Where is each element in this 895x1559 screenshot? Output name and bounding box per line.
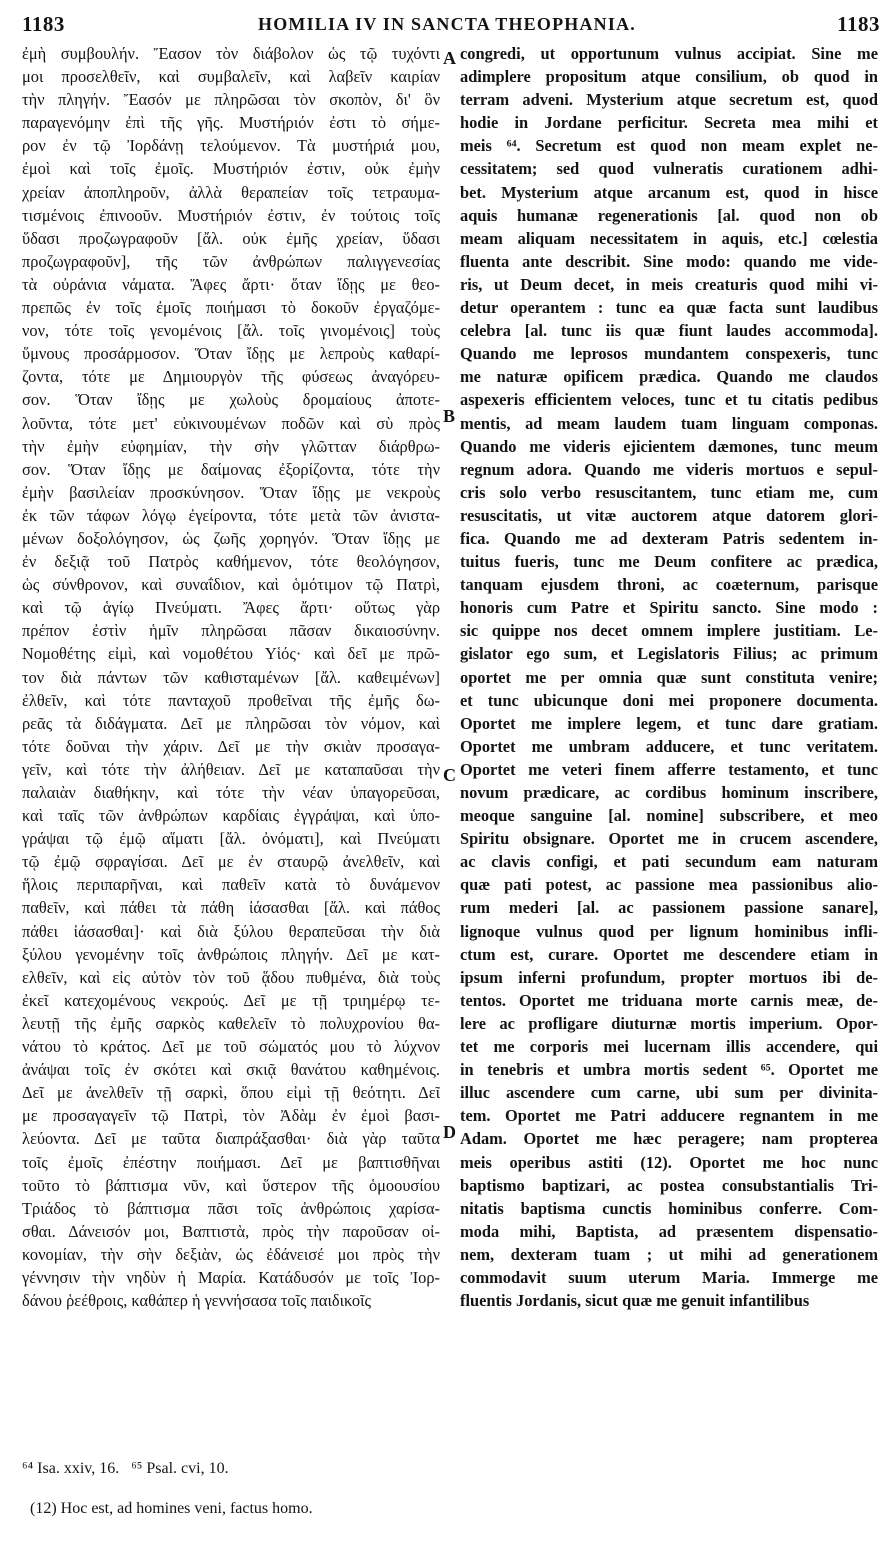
greek-text-line: τον διὰ πάντων τῶν καθισταμένων [ἄλ. καθειμένων] [22,667,440,687]
greek-text-line: Δεῖ με ἀνελθεῖν τῇ σαρκὶ, ὅπου εἰμὶ τῇ θεότητι. Δεῖ [22,1083,440,1103]
latin-text-line: ris, ut Deum decet, in meis creaturis quod mihi vi- [460,274,878,294]
greek-text-line: ἐμὴ συμβουλήν. Ἔασον τὸν διάβολον ὡς τῷ τυχόντι [22,44,440,63]
latin-text-line: nem, dexteram tuam ; ut mihi ad generationem [460,1244,878,1264]
greek-text-line: ὕδασι προζωγραφοῦν [ἄλ. οὐκ ἐμῆς χρείαν, ὕδασι [22,228,440,248]
latin-text-line: Oportet me implere legem, et tunc dare gratiam. [460,713,878,733]
greek-text-line: Νομοθέτης εἰμὶ, καὶ νομοθέτου Υἱός· καὶ δεῖ με πρῶ- [22,644,440,664]
latin-text-line: adimplere propositum atque consilium, ob quod in [460,67,878,87]
greek-text-line: ρεᾶς τὰ διδάγματα. Δεῖ με πληρῶσαι τὸν νόμον, καὶ [22,713,440,733]
page-number-right: 1183 [837,12,880,36]
greek-text-line: χρείαν ἀποπληροῦν, ἀλλὰ θεραπείαν τοῖς τετραυμα- [22,182,440,202]
latin-text-line: rum mederi [al. ac passionem passione sanare], [460,898,878,918]
section-marker-c: C [443,765,456,785]
greek-text-line: δάνου ῥεέθροις, καθάπερ ἡ γεννήσασα τοῖς παιδικοῖς [22,1291,372,1311]
latin-text-line: illuc ascendere cum carne, ubi sum per divinita- [460,1083,878,1103]
greek-text-line: τὴν πληγήν. Ἔασόν με πληρῶσαι τὸν σκοπὸν, δι' ὃν [22,90,440,110]
greek-text-line: σθαι. Δάνεισόν μοι, Βαπτιστὰ, πρὸς τὴν παροῦσαν οἰ- [22,1221,440,1241]
latin-text-line: congredi, ut opportunum vulnus accipiat. Sine me [460,44,878,63]
latin-text-line: moda mihi, Baptista, ad præsentem dispensatio- [460,1221,878,1241]
latin-text-line: novum prædicare, ac cordibus hominum inscribere, [460,783,878,802]
greek-text-line: καὶ τῷ ἁγίῳ Πνεύματι. Ἄφες ἄρτι· οὕτως γὰρ [22,598,440,618]
greek-text-line: μένων δοξολόγησον, ὡς ζωῆς χορηγόν. Ὅταν ἴδῃς με [22,528,440,548]
latin-text-line: Oportet me veteri finem afferre testamento, et tunc [460,759,878,779]
latin-text-line: resuscitatis, ut vitæ auctorem atque datorem glori- [460,505,878,525]
greek-text-line: μοι προσελθεῖν, καὶ συμβαλεῖν, καὶ λαβεῖν καιρίαν [22,67,440,87]
latin-text-line: fluentis Jordanis, sicut quæ me genuit infantilibus [460,1291,810,1311]
latin-text-line: Quando me videris ejicientem dæmones, tunc meum [460,436,878,456]
note-12: (12) Hoc est, ad homines veni, factus homo. [30,1500,313,1517]
latin-text-line: Oportet me umbram adducere, et tunc veritatem. [460,736,878,756]
greek-text-line: ἐλθεῖν, καὶ τότε πανταχοῦ προθεῖναι τῆς ἐμῆς δω- [22,690,440,710]
greek-text-line: γέννησιν τὴν νηδὺν ἡ Μαρία. Κατάδυσόν με τοῖς Ἰορ- [22,1267,440,1287]
latin-text-line: nitatis baptisma cunctis hominibus conferre. Com- [460,1198,878,1218]
latin-text-line: oportet me per omnia quæ sunt constituta venire; [460,667,878,687]
greek-text-line: τὰ οὐράνια νάματα. Ἄφες ἄρτι· ὅταν ἴδῃς με θεο- [22,274,440,294]
greek-text-line: ἥλοις περιπαρῆναι, καὶ παθεῖν κατὰ τὸ δυνάμενον [22,875,440,895]
latin-text-line: cessitatem; sed quod vulneratis curationem adhi- [460,159,878,179]
greek-text-line: τοῦτο τὸ βάπτισμα νῦν, καὶ ὕστερον τῆς ὁμοουσίου [22,1175,440,1195]
greek-text-line: τότε δοῦναι τὴν χάριν. Δεῖ με τὴν σκιὰν προσαγα- [22,736,440,756]
greek-column [22,42,440,1312]
latin-text-line: baptismo baptizari, ac postea consubstantialis Tri- [460,1175,878,1195]
greek-text-line: ἐμοὶ καὶ τοῖς ἐμοῖς. Μυστήριόν ἐστιν, οὐκ ἐμὴν [22,159,440,179]
greek-text-line: καὶ ταῖς τῶν ἀνθρώπων καρδίαις ἐγγράψαι, καὶ ὑπο- [22,806,440,826]
greek-text-line: τισμένοις ἐπινοοῦν. Μυστήριόν ἐστιν, ἐν τούτοις τοῖς [22,205,440,225]
greek-text-line: σον. Ὅταν ἴδῃς με δαίμονας ἐξορίζοντα, τότε τὴν [22,459,440,479]
latin-text-line: tem. Oportet me Patri adducere regnantem in me [460,1106,878,1126]
greek-text-line: πρέπον ἐστὶν ἡμῖν πληρῶσαι πᾶσαν δικαιοσύνην. [22,621,440,641]
greek-text-line: ἀνάψαι τοῖς ἐν σκότει καὶ σκιᾷ θανάτου καθημένοις. [22,1060,440,1080]
greek-text-line: τῷ ἐμῷ σφραγίσαι. Δεῖ με ἐν σταυρῷ ἀνελθεῖν, καὶ [22,852,440,872]
greek-text-line: λεύοντα. Δεῖ με ταῦτα διαπράξασθαι· διὰ γὰρ ταῦτα [22,1129,440,1149]
latin-text-line: in tenebris et umbra mortis sedent ⁶⁵. Oportet me [460,1060,878,1080]
latin-text-line: celebra [al. tunc iis quæ fiunt laudes accommoda]. [460,321,878,341]
latin-text-line: me naturæ opificem prædica. Quando me claudos [460,367,878,387]
latin-text-line: cris solo verbo resuscitantem, tunc etiam me, cum [460,482,878,502]
latin-text-line: quæ pati potest, ac passione mea passionibus alio- [460,875,878,895]
greek-text-line: ρον ἐν τῷ Ἰορδάνῃ τελούμενον. Τὰ μυστήριά μου, [22,136,440,156]
latin-text-line: et tunc ubicunque doni mei proponere documenta. [460,690,878,710]
greek-text-line: προζωγραφοῦν], τῆς τῶν ἀνθρώπων παλιγγενεσίας [22,251,440,271]
greek-text-line: ἐν δεξιᾷ τοῦ Πατρὸς καθήμενον, τότε θεολόγησον, [22,552,440,572]
greek-text-line: νάτου τὸ κράτος. Δεῖ με τοῦ σώματός μου τὸ λύχνον [22,1037,440,1057]
latin-text-line: bet. Mysterium atque arcanum est, quod in hisce [460,182,878,202]
greek-text-line: γράψαι τῷ ἐμῷ αἵματι [ἄλ. ὀνόματι], καὶ Πνεύματι [22,829,440,849]
latin-text-line: Spiritu obsignare. Oportet me in crucem ascendere, [460,829,878,849]
latin-text-line: fica. Quando me ad dexteram Patris sedentem in- [460,528,878,548]
latin-text-line: terram adveni. Mysterium atque secretum est, quod [460,90,878,110]
latin-text-line: ac clavis configi, et pati secundum eam naturam [460,852,878,872]
latin-text-line: lignoque vulnus quod per lignum hominibus infli- [460,921,878,941]
greek-text-line: ελθεῖν, καὶ εἰς αὐτὸν τὸν τοῦ ᾅδου πυθμένα, διὰ τοὺς [22,967,440,987]
section-marker-d: D [443,1122,456,1142]
greek-text-line: λοῦντα, τότε μετ' εὐκινουμένων ποδῶν καὶ σὺ πρὸς [22,413,440,433]
greek-text-line: Τριάδος τὸ βάπτισμα πᾶσι τοῖς ἀνθρώποις χαρίσα- [22,1198,440,1218]
latin-text-line: sic quippe nos decet omnem implere justitiam. Le- [460,621,878,641]
latin-text-line: meoque sanguine [al. nomine] subscribere, et meo [460,806,878,826]
section-marker-a: A [443,48,456,68]
latin-text-line: gislator ego sum, et Legislatoris Filius; ac primum [460,644,878,664]
latin-text-line: fluenta ante describit. Sine modo: quando me vide- [460,251,878,271]
greek-text-line: παλαιὰν διαθήκην, καὶ τότε τὴν νέαν ὑπαγορεῦσαι, [22,783,440,802]
running-title: HOMILIA IV IN SANCTA THEOPHANIA. [258,14,636,34]
latin-text-line: lere ac profligare diuturnæ mortis imperium. Opor- [460,1013,878,1033]
latin-text-line: aquis humanæ regenerationis [al. quod non ob [460,205,878,225]
latin-text-line: commodavit suum uterum Maria. Immerge me [460,1267,878,1287]
section-marker-b: B [443,406,456,426]
greek-text-line: λευτῇ τῆς ἐμῆς σαρκὸς καθελεῖν τὸ πολυχρονίου θα- [22,1013,440,1033]
latin-text-line: tuitus fueris, tunc me Deum confitere ac prædica, [460,552,878,572]
latin-text-line: ctum est, curare. Oportet me descendere etiam in [460,944,878,964]
latin-text-line: meis operibus astiti (12). Oportet me hoc nunc [460,1152,878,1172]
latin-text-line: tet me corporis mei lucernam illis accendere, qui [460,1037,878,1057]
page-header [14,6,880,40]
latin-text-line: mentis, ad meam laudem tuam linguam componas. [460,413,878,433]
latin-text-line: ipsum inferni profundum, propter mortuos ibi de- [460,967,878,987]
latin-text-line: aspexeris efficientem veloces, tunc et tu citatis pedibus [460,390,878,410]
greek-text-line: ἐμὴν βασιλείαν προσκύνησον. Ὅταν ἴδῃς με νεκροὺς [22,482,440,502]
latin-text-line: meis ⁶⁴. Secretum est quod non meam explet ne- [460,136,878,156]
latin-text-line: meam aliquam necessitatem in aquis, etc.] cœlestia [460,228,878,248]
greek-text-line: πρεπῶς ἐν τοῖς ἐμοῖς ποιήμασι τὸ δοκοῦν ἐργαζόμε- [22,298,440,318]
greek-text-line: πάθει ἰάσασθαι]· καὶ διὰ ξύλου θεραπεῦσαι τὴν διὰ [22,921,440,941]
greek-text-line: γεῖν, καὶ τότε τὴν ἀλήθειαν. Δεῖ με καταπαῦσαι τὴν [22,759,440,779]
latin-text-line: tentos. Oportet me triduana morte carnis meæ, de- [460,990,878,1010]
greek-text-line: παθεῖν, καὶ πάθει τὰ πάθη ἰάσασθαι [ἄλ. καὶ πάθος [22,898,440,918]
greek-text-line: κονομίαν, τὴν σὴν δεξιὰν, ὡς ἐδάνεισέ μοι πρὸς τὴν [22,1244,440,1264]
latin-text-line: honoris cum Patre et Spiritu sancto. Sine modo : [460,598,878,618]
greek-text-line: ζοντα, τότε με Δημιουργὸν τῆς φύσεως ἀναγόρευ- [22,367,440,387]
greek-text-line: νον, τότε τοῖς γενομένοις [ἄλ. τοῖς γινομένοις] τοὺς [22,321,440,341]
page-number-left: 1183 [22,12,65,36]
greek-text-line: ἐκεῖ κατεχομένους νεκρούς. Δεῖ με τῇ τριημέρῳ τε- [22,990,440,1010]
greek-text-line: με προσαγαγεῖν τῷ Πατρὶ, τὸν Ἀδὰμ ἐν ἐμοὶ βασι- [22,1106,440,1126]
latin-text-line: Adam. Oportet me hæc peragere; nam propterea [460,1129,878,1149]
greek-text-line: ξύλου γενομένην τοῖς ἀνθρώποις πληγήν. Δεῖ με κατ- [22,944,440,964]
latin-text-line: detur operantem : tunc ea quæ facta sunt laudibus [460,298,878,318]
latin-text-line: hodie in Jordane perficitur. Secreta mea mihi et [460,113,878,133]
greek-text-line: τὴν ἐμὴν εὐφημίαν, τὴν σὴν γλῶτταν διάρθρω- [22,436,440,456]
footnotes [22,1458,442,1480]
greek-text-line: ὡς σύνθρονον, καὶ συναΐδιον, καὶ ὁμότιμον τῷ Πατρὶ, [22,575,440,595]
greek-text-line: ὕμνους προσάρμοσον. Ὅταν ἴδῃς με λεπροὺς καθαρί- [22,344,440,364]
latin-text-line: regnum adora. Quando me videris mortuos e sepul- [460,459,878,479]
footnote-refs: ⁶⁴ Isa. xxiv, 16. ⁶⁵ Psal. cvi, 10. [22,1460,229,1477]
latin-text-line: Quando me leprosos mundantem conspexeris, tunc [460,344,878,364]
greek-text-line: ἐκ τῶν τάφων λόγῳ ἐγείροντα, τότε μετὰ τῶν ἀνιστα- [22,505,440,525]
greek-text-line: παραγενόμην ἐπὶ τῆς γῆς. Μυστήριόν ἐστι τὸ σήμε- [22,113,440,133]
greek-text-line: σον. Ὅταν ἴδῃς με χωλοὺς δρομαίους ἀποτε- [22,390,440,410]
latin-column [460,42,878,1312]
greek-text-line: τοῖς ἐμοῖς ἐπέστην ποιήμασι. Δεῖ με βαπτισθῆναι [22,1152,440,1172]
latin-text-line: tanquam ejusdem throni, ac coæternum, parisque [460,575,878,595]
